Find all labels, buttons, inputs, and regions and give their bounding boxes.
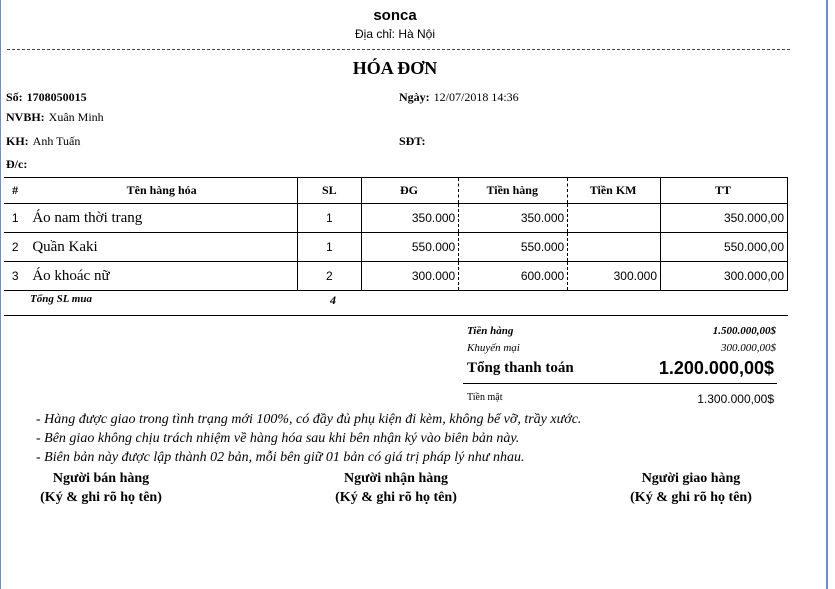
row-total: 350.000,00 bbox=[661, 204, 788, 233]
header-divider bbox=[7, 49, 790, 50]
receiver-signature-title: Người nhận hàng bbox=[343, 471, 449, 486]
row-index: 1 bbox=[4, 204, 26, 233]
discount-value: 300.000,00$ bbox=[721, 342, 776, 354]
deliverer-signature-title: Người giao hàng bbox=[641, 471, 741, 486]
row-amount: 600.000 bbox=[459, 262, 568, 291]
subtotal-label: Tiền hàng bbox=[467, 325, 514, 337]
row-unit-price: 550.000 bbox=[361, 233, 459, 262]
invoice-date-label: Ngày: bbox=[399, 90, 430, 104]
cash-label: Tiền mặt bbox=[467, 392, 503, 403]
customer-value: Anh Tuấn bbox=[32, 134, 81, 148]
row-product-name: Áo khoác nữ bbox=[26, 262, 297, 291]
customer-address bbox=[6, 155, 27, 173]
header-unit-price: ĐG bbox=[361, 178, 459, 204]
table-row bbox=[4, 262, 788, 291]
grand-total-label: Tổng thanh toán bbox=[467, 360, 574, 376]
table-footer-divider bbox=[4, 315, 788, 316]
note-line: - Biên bản này được lập thành 02 bản, mỗi bên giữ 01 bản có giá trị pháp lý như nhau. bbox=[36, 450, 525, 465]
total-quantity-label: Tổng SL mua bbox=[30, 293, 92, 305]
cash-value: 1.300.000,00$ bbox=[697, 392, 774, 406]
salesperson-label: NVBH: bbox=[6, 110, 45, 124]
row-total: 300.000,00 bbox=[661, 262, 788, 291]
row-total: 550.000,00 bbox=[661, 233, 788, 262]
row-amount: 550.000 bbox=[459, 233, 568, 262]
seller-signature-note: (Ký & ghi rõ họ tên) bbox=[40, 490, 162, 505]
row-index: 3 bbox=[4, 262, 26, 291]
header-amount: Tiền hàng bbox=[459, 178, 568, 204]
invoice-title: HÓA ĐƠN bbox=[352, 58, 438, 78]
items-table bbox=[4, 177, 788, 291]
row-unit-price: 350.000 bbox=[361, 204, 459, 233]
total-quantity-value: 4 bbox=[330, 293, 336, 307]
header-name: Tên hàng hóa bbox=[26, 178, 297, 204]
header-quantity: SL bbox=[297, 178, 361, 204]
receiver-signature-note: (Ký & ghi rõ họ tên) bbox=[335, 490, 457, 505]
invoice-number-value: 1708050015 bbox=[26, 90, 87, 104]
row-product-name: Quần Kaki bbox=[26, 233, 297, 262]
invoice-date bbox=[399, 88, 519, 106]
note-line: - Hàng được giao trong tình trạng mới 100%, có đầy đủ phụ kiện đi kèm, không bể vỡ, trầy xước. bbox=[36, 412, 582, 427]
salesperson-value: Xuân Minh bbox=[48, 110, 104, 124]
invoice-date-value: 12/07/2018 14:36 bbox=[433, 90, 519, 104]
grand-total-divider bbox=[463, 383, 777, 384]
table-row bbox=[4, 204, 788, 233]
row-quantity: 2 bbox=[297, 262, 361, 291]
invoice-number-label: Số: bbox=[6, 90, 23, 104]
row-discount bbox=[568, 204, 661, 233]
invoice-number bbox=[6, 88, 87, 106]
customer-phone-label: SĐT: bbox=[399, 134, 426, 148]
row-discount: 300.000 bbox=[568, 262, 661, 291]
row-discount bbox=[568, 233, 661, 262]
shop-address: Địa chỉ: Hà Nội bbox=[354, 27, 436, 41]
row-quantity: 1 bbox=[297, 204, 361, 233]
deliverer-signature-note: (Ký & ghi rõ họ tên) bbox=[630, 490, 752, 505]
customer-address-label: Đ/c: bbox=[6, 157, 28, 171]
header-discount: Tiền KM bbox=[568, 178, 661, 204]
row-quantity: 1 bbox=[297, 233, 361, 262]
note-line: - Bên giao không chịu trách nhiệm về hàng hóa sau khi bên nhận ký vào biên bản này. bbox=[36, 431, 520, 446]
seller-signature-title: Người bán hàng bbox=[52, 471, 150, 486]
header-index: # bbox=[4, 178, 26, 204]
customer bbox=[6, 132, 80, 150]
header-total: TT bbox=[661, 178, 788, 204]
customer-label: KH: bbox=[6, 134, 29, 148]
row-unit-price: 300.000 bbox=[361, 262, 459, 291]
subtotal-value: 1.500.000,00$ bbox=[712, 325, 776, 337]
window-border-right bbox=[826, 0, 828, 589]
salesperson bbox=[6, 108, 104, 126]
customer-phone bbox=[399, 132, 425, 150]
row-product-name: Áo nam thời trang bbox=[26, 204, 297, 233]
table-row bbox=[4, 233, 788, 262]
row-amount: 350.000 bbox=[459, 204, 568, 233]
shop-name: sonca bbox=[373, 7, 417, 24]
row-index: 2 bbox=[4, 233, 26, 262]
grand-total-value: 1.200.000,00$ bbox=[658, 358, 774, 378]
table-header-row bbox=[4, 178, 788, 204]
discount-label: Khuyến mại bbox=[467, 342, 520, 354]
